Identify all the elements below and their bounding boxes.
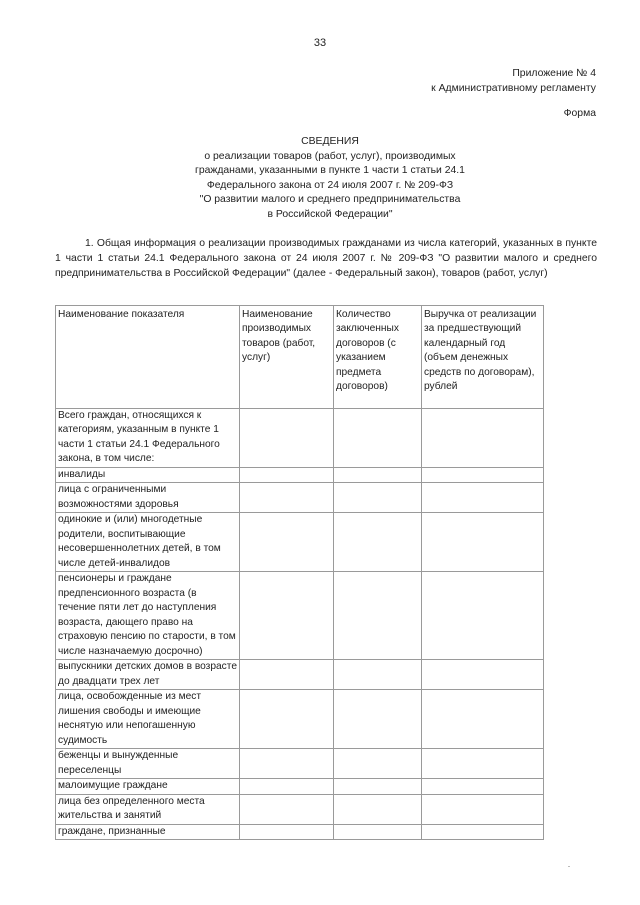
table-row — [56, 467, 544, 482]
contracts-cell[interactable] — [334, 690, 422, 749]
title-line-3: Федерального закона от 24 июля 2007 г. № 209-ФЗ — [206, 179, 454, 191]
table-row — [56, 749, 544, 779]
contracts-cell[interactable] — [334, 824, 422, 839]
document-title — [150, 135, 510, 222]
product-cell[interactable] — [240, 690, 334, 749]
table-row — [56, 660, 544, 690]
product-cell[interactable] — [240, 483, 334, 513]
row-label: беженцы и вынужденные переселенцы — [56, 749, 240, 779]
revenue-cell[interactable] — [422, 409, 544, 468]
form-label: Форма — [563, 108, 596, 119]
contracts-cell[interactable] — [334, 513, 422, 572]
row-label: граждане, признанные — [56, 824, 240, 839]
revenue-cell[interactable] — [422, 690, 544, 749]
product-cell[interactable] — [240, 513, 334, 572]
row-label: пенсионеры и граждане предпенсионного возраста (в течение пяти лет до наступления возраста, дающего право на страховую пенсию по старости, в том числе назначаемую досрочно) — [56, 572, 240, 660]
product-cell[interactable] — [240, 794, 334, 824]
header-indicator-name: Наименование показателя — [56, 306, 240, 409]
table-row — [56, 779, 544, 794]
contracts-cell[interactable] — [334, 467, 422, 482]
revenue-cell[interactable] — [422, 779, 544, 794]
revenue-cell[interactable] — [422, 467, 544, 482]
row-label: инвалиды — [56, 467, 240, 482]
contracts-cell[interactable] — [334, 779, 422, 794]
title-line-2: гражданами, указанными в пункте 1 части 1 статьи 24.1 — [195, 165, 465, 177]
revenue-cell[interactable] — [422, 660, 544, 690]
row-label: одинокие и (или) многодетные родители, воспитывающие несовершеннолетних детей, в том числе детей-инвалидов — [56, 513, 240, 572]
header-contracts-count: Количество заключенных договоров (с указанием предмета договоров) — [334, 306, 422, 409]
revenue-cell[interactable] — [422, 824, 544, 839]
table-row — [56, 513, 544, 572]
header-revenue: Выручка от реализации за предшествующий календарный год (объем денежных средств по договорам), рублей — [422, 306, 544, 409]
table-row — [56, 690, 544, 749]
revenue-cell[interactable] — [422, 572, 544, 660]
contracts-cell[interactable] — [334, 483, 422, 513]
product-cell[interactable] — [240, 409, 334, 468]
row-label: малоимущие граждане — [56, 779, 240, 794]
product-cell[interactable] — [240, 467, 334, 482]
product-cell[interactable] — [240, 749, 334, 779]
revenue-cell[interactable] — [422, 749, 544, 779]
annex-line-1: Приложение № 4 — [512, 68, 596, 79]
row-label: выпускники детских домов в возрасте до двадцати трех лет — [56, 660, 240, 690]
title-line-1: о реализации товаров (работ, услуг), производимых — [204, 150, 456, 162]
title-heading: СВЕДЕНИЯ — [301, 136, 359, 147]
table-row — [56, 824, 544, 839]
revenue-cell[interactable] — [422, 483, 544, 513]
annex-header — [431, 66, 596, 96]
table-row — [56, 572, 544, 660]
revenue-cell[interactable] — [422, 794, 544, 824]
annex-line-2: к Административному регламенту — [431, 83, 596, 95]
scan-mark — [568, 866, 570, 867]
intro-paragraph: 1. Общая информация о реализации производимых гражданами из числа категорий, указанных в пункте 1 части 1 статьи 24.1 Федерального закона от 24 июля 2007 г. № 209-ФЗ "О развитии малого и среднего предпринимательства в Российской Федерации" (далее - Федеральный закон), товаров (работ, услуг) — [55, 238, 597, 280]
contracts-cell[interactable] — [334, 409, 422, 468]
row-label: лица с ограниченными возможностями здоровья — [56, 483, 240, 513]
row-label: лица без определенного места жительства и занятий — [56, 794, 240, 824]
row-label: Всего граждан, относящихся к категориям, указанным в пункте 1 части 1 статьи 24.1 Федерального закона, в том числе: — [56, 409, 240, 468]
title-line-5: в Российской Федерации" — [267, 208, 393, 220]
contracts-cell[interactable] — [334, 572, 422, 660]
contracts-cell[interactable] — [334, 749, 422, 779]
header-product-name: Наименование производимых товаров (работ, услуг) — [240, 306, 334, 409]
table-row — [56, 409, 544, 468]
indicators-table — [55, 305, 544, 840]
product-cell[interactable] — [240, 824, 334, 839]
table-row — [56, 483, 544, 513]
page-number: 33 — [313, 37, 327, 49]
product-cell[interactable] — [240, 660, 334, 690]
contracts-cell[interactable] — [334, 660, 422, 690]
contracts-cell[interactable] — [334, 794, 422, 824]
table-header-row — [56, 306, 544, 409]
row-label: лица, освобожденные из мест лишения свободы и имеющие неснятую или непогашенную судимость — [56, 690, 240, 749]
revenue-cell[interactable] — [422, 513, 544, 572]
title-line-4: "О развитии малого и среднего предпринимательства — [199, 194, 461, 206]
product-cell[interactable] — [240, 572, 334, 660]
product-cell[interactable] — [240, 779, 334, 794]
table-row — [56, 794, 544, 824]
